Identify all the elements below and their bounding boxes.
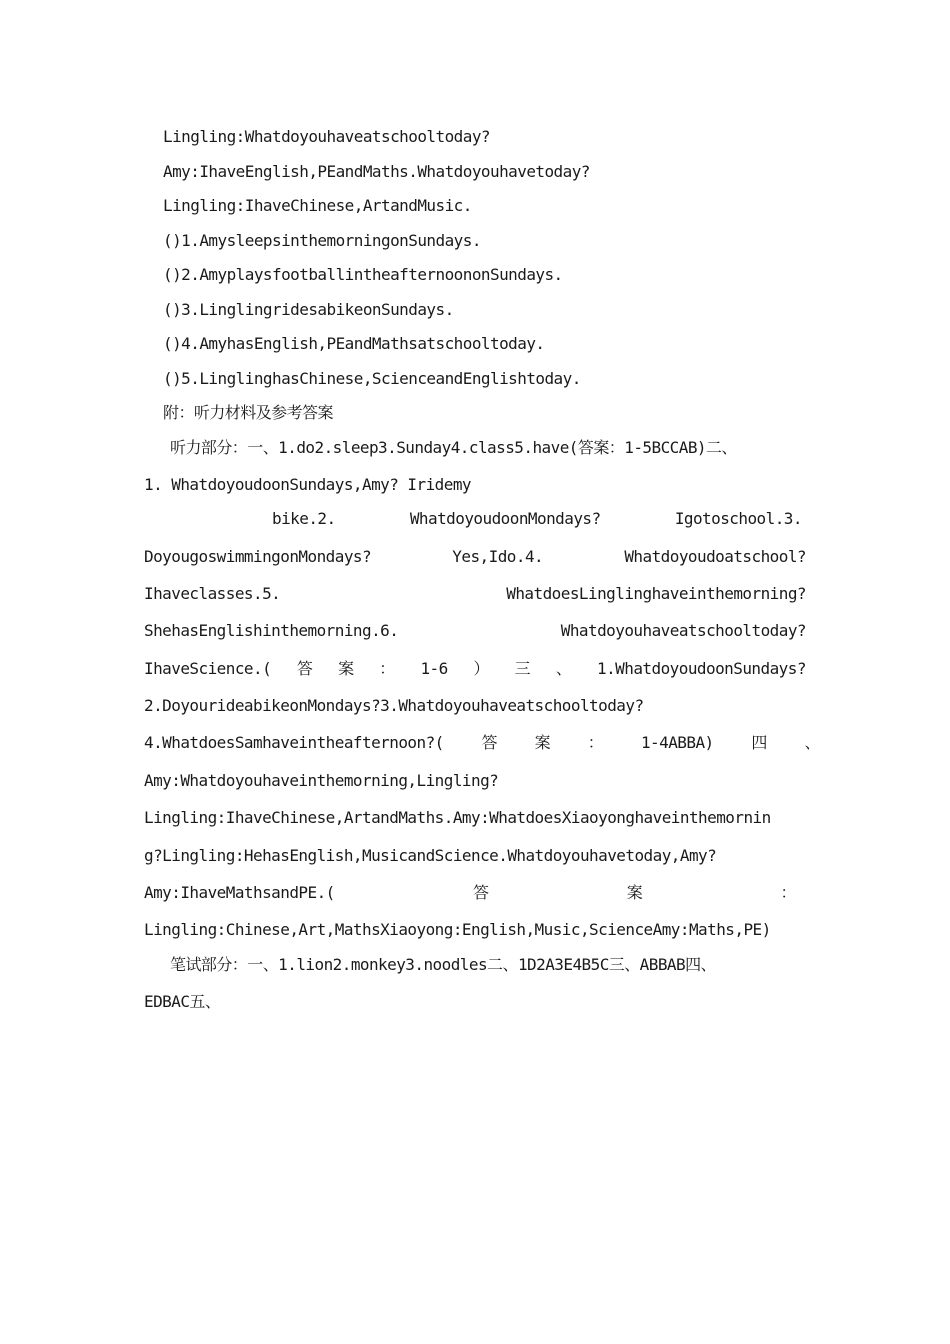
question-1: ()1.AmysleepsinthemorningonSundays. (163, 231, 481, 250)
text-fragment: Ihaveclasses.5. (144, 584, 281, 603)
listening-line-11: Lingling:IhaveChinese,ArtandMaths.Amy:WhatdoesXiaoyonghaveinthemornin (144, 808, 771, 827)
text-fragment: 案 (534, 733, 551, 752)
text-fragment: Yes,Ido.4. (452, 547, 544, 566)
text-fragment: 案 (338, 659, 354, 678)
text-fragment: WhatdoyoudoonMondays? (409, 509, 601, 528)
question-3: ()3.LinglingridesabikeonSundays. (163, 300, 454, 319)
text-fragment: 案 (626, 883, 643, 902)
listening-line-4 (144, 547, 806, 567)
text-fragment: Whatdoyoudoatschool? (624, 547, 806, 566)
listening-line-13 (144, 883, 796, 903)
listening-line-2: 1. WhatdoyoudoonSundays,Amy? Iridemy (144, 475, 471, 494)
text-fragment: 三 (514, 659, 531, 678)
listening-line-3 (272, 509, 802, 529)
written-line-2: EDBAC五、 (144, 992, 221, 1011)
text-fragment: DoyougoswimmingonMondays? (144, 547, 372, 566)
text-fragment: 四 (751, 733, 767, 752)
listening-line-10: Amy:Whatdoyouhaveinthemorning,Lingling? (144, 771, 499, 790)
listening-line-14: Lingling:Chinese,Art,MathsXiaoyong:English,Music,ScienceAmy:Maths,PE) (144, 920, 771, 939)
question-2: ()2.AmyplaysfootballintheafternoononSundays. (163, 265, 563, 284)
text-fragment: bike.2. (272, 509, 336, 528)
listening-line-5 (144, 584, 806, 604)
listening-line-7 (144, 659, 806, 679)
question-5: ()5.LinglinghasChinese,ScienceandEnglishtoday. (163, 369, 581, 388)
text-fragment: 、 (555, 659, 572, 678)
listening-line-9 (144, 733, 820, 753)
text-fragment: ： (780, 883, 796, 902)
text-fragment: 答 (481, 733, 497, 752)
text-fragment: ： (379, 659, 395, 678)
text-fragment: ） (473, 659, 489, 678)
text-fragment: 4.WhatdoesSamhaveintheafternoon?( (144, 733, 444, 752)
text-fragment: 答 (296, 659, 313, 678)
dialogue-line-1: Lingling:Whatdoyouhaveatschooltoday? (163, 127, 490, 146)
appendix-title: 附：听力材料及参考答案 (163, 403, 333, 422)
text-fragment: Igotoschool.3. (674, 509, 802, 528)
text-fragment: Whatdoyouhaveatschooltoday? (560, 621, 806, 640)
written-line-1: 笔试部分：一、1.lion2.monkey3.noodles二、1D2A3E4B5C三、ABBAB四、 (170, 955, 716, 974)
text-fragment: 1-6 (420, 659, 448, 678)
text-fragment: 1.WhatdoyoudoonSundays? (597, 659, 806, 678)
text-fragment: Amy:IhaveMathsandPE.( (144, 883, 335, 902)
listening-line-1: 听力部分：一、1.do2.sleep3.Sunday4.class5.have(答案：1-5BCCAB)二、 (170, 438, 737, 457)
text-fragment: 答 (473, 883, 489, 902)
listening-line-12: g?Lingling:HehasEnglish,MusicandScience.Whatdoyouhavetoday,Amy? (144, 846, 717, 865)
text-fragment: WhatdoesLinglinghaveinthemorning? (506, 584, 806, 603)
listening-line-6 (144, 621, 806, 641)
text-fragment: ： (587, 733, 604, 752)
text-fragment: 、 (804, 733, 820, 752)
text-fragment: ShehasEnglishinthemorning.6. (144, 621, 399, 640)
text-fragment: 1-4ABBA) (640, 733, 714, 752)
dialogue-line-3: Lingling:IhaveChinese,ArtandMusic. (163, 196, 472, 215)
text-fragment: IhaveScience.( (144, 659, 272, 678)
listening-line-8: 2.DoyourideabikeonMondays?3.Whatdoyouhaveatschooltoday? (144, 696, 644, 715)
dialogue-line-2: Amy:IhaveEnglish,PEandMaths.Whatdoyouhavetoday? (163, 162, 590, 181)
question-4: ()4.AmyhasEnglish,PEandMathsatschooltoday. (163, 334, 545, 353)
